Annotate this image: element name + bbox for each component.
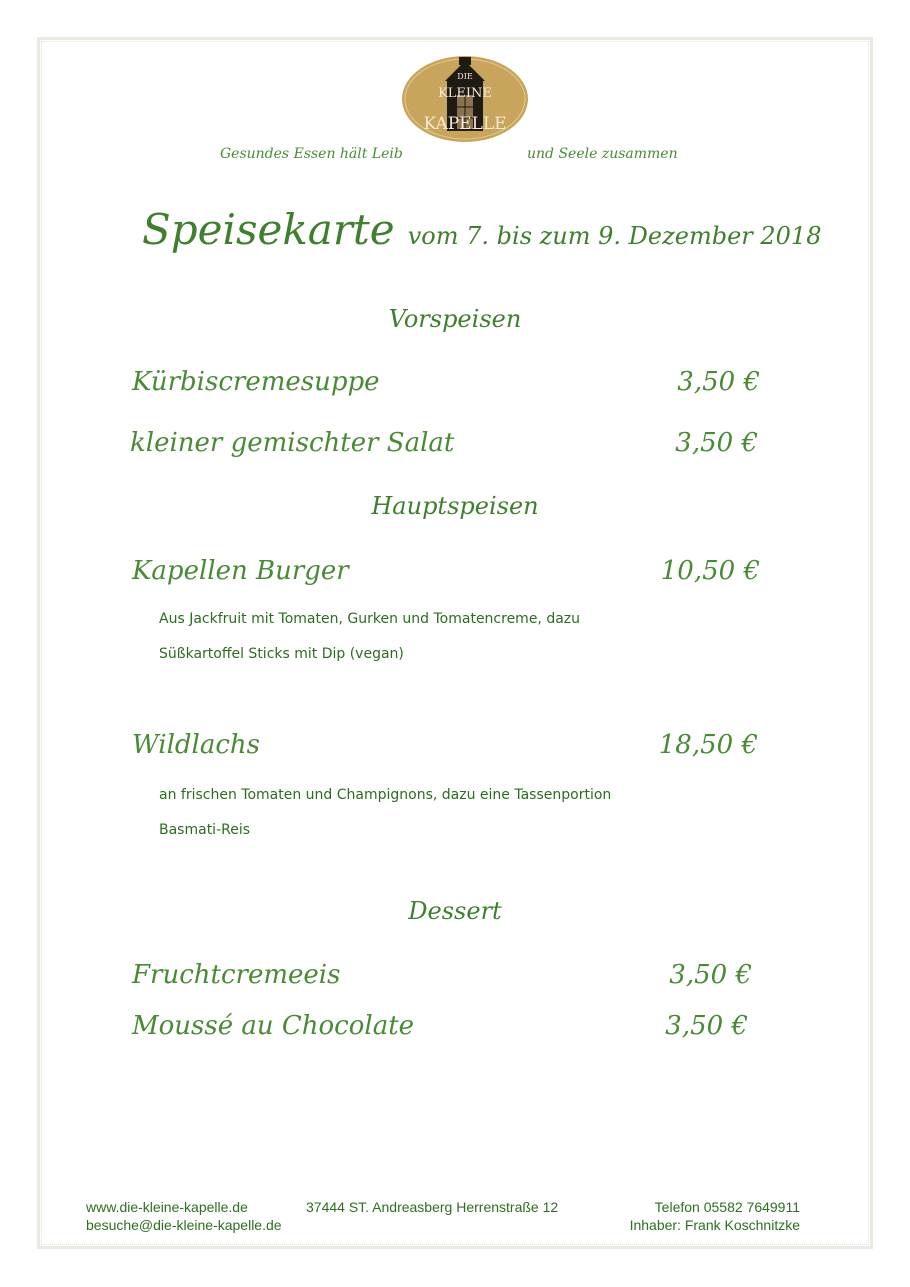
tagline-left: Gesundes Essen hält Leib [220, 146, 403, 162]
footer-phone: Telefon 05582 7649911 [654, 1199, 800, 1215]
menu-item-description: Süßkartoffel Sticks mit Dip (vegan) [159, 646, 404, 662]
menu-item-price: 3,50 € [677, 367, 760, 397]
title-main: Speisekarte [142, 205, 395, 254]
menu-item-price: 3,50 € [665, 1011, 748, 1041]
footer-email[interactable]: besuche@die-kleine-kapelle.de [86, 1217, 282, 1233]
menu-item-price: 10,50 € [660, 556, 760, 586]
logo-text-die: DIE [457, 72, 473, 81]
menu-item-name: Moussé au Chocolate [132, 1011, 415, 1041]
menu-item-price: 18,50 € [658, 730, 758, 760]
section-heading-hauptspeisen: Hauptspeisen [371, 492, 539, 520]
menu-item-name: Fruchtcremeeis [132, 960, 341, 990]
footer-owner: Inhaber: Frank Koschnitzke [629, 1217, 800, 1233]
section-heading-dessert: Dessert [408, 897, 502, 925]
section-heading-vorspeisen: Vorspeisen [388, 305, 522, 333]
logo-text-kleine: KLEINE [438, 86, 492, 101]
menu-item-name: kleiner gemischter Salat [130, 428, 455, 458]
menu-item-name: Wildlachs [132, 730, 261, 760]
menu-item-description: Aus Jackfruit mit Tomaten, Gurken und Tomatencreme, dazu [159, 611, 581, 627]
page-title [142, 205, 821, 254]
menu-item-name: Kapellen Burger [132, 556, 349, 586]
menu-item-description: an frischen Tomaten und Champignons, dazu eine Tassenportion [159, 787, 612, 803]
menu-item-price: 3,50 € [669, 960, 752, 990]
tagline-right: und Seele zusammen [527, 146, 678, 162]
logo-text-kapelle: KAPELLE [423, 114, 507, 134]
menu-item-description: Basmati-Reis [159, 822, 251, 838]
footer-website[interactable]: www.die-kleine-kapelle.de [86, 1199, 248, 1215]
logo [401, 55, 529, 143]
menu-item-name: Kürbiscremesuppe [132, 367, 380, 397]
footer-address: 37444 ST. Andreasberg Herrenstraße 12 [306, 1199, 559, 1215]
title-date: vom 7. bis zum 9. Dezember 2018 [407, 222, 822, 250]
menu-item-price: 3,50 € [675, 428, 758, 458]
